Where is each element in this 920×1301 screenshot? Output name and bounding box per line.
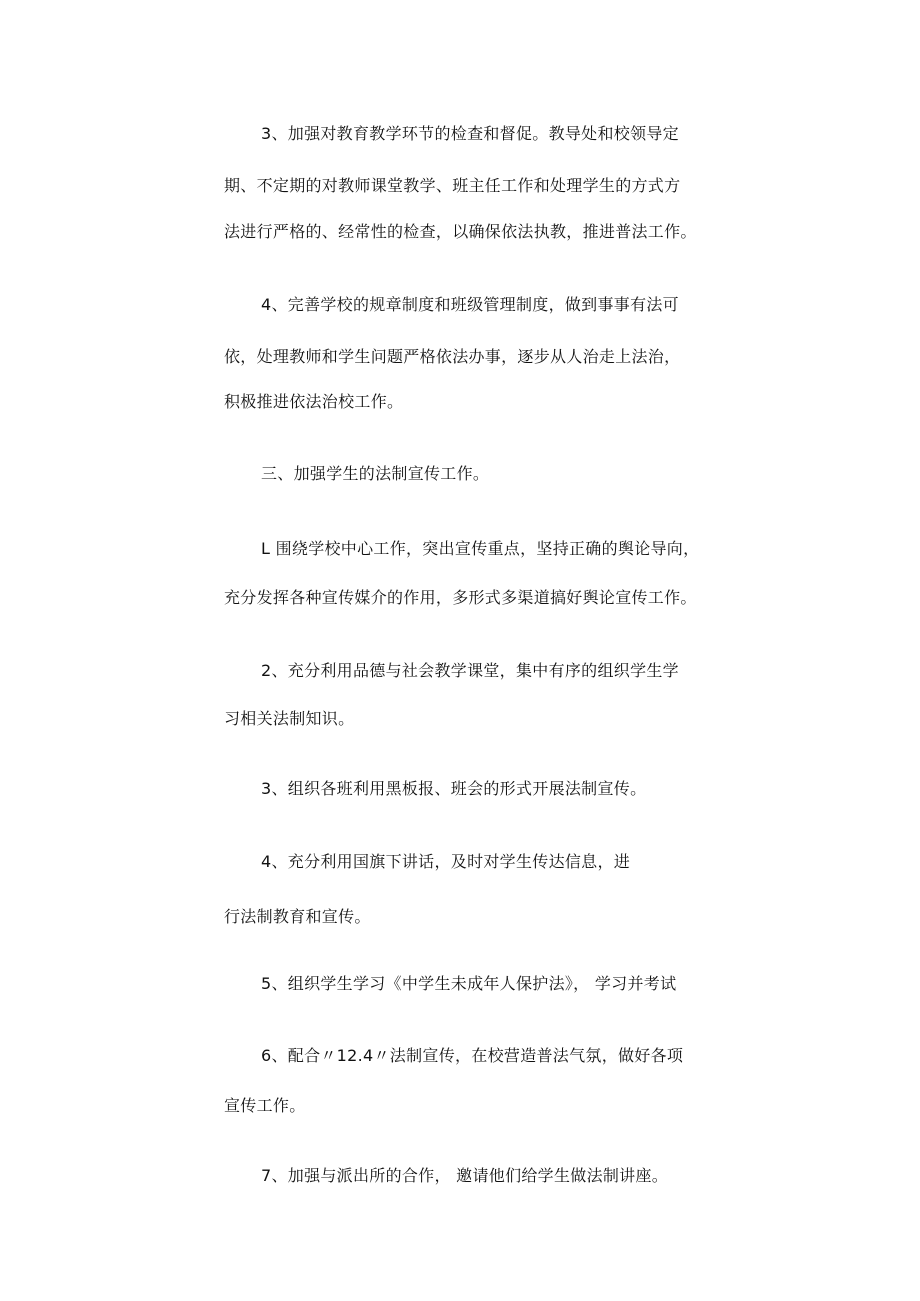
section-heading: 三、加强学生的法制宣传工作。 [261,464,490,483]
paragraph-line: 法进行严格的、经常性的检查，以确保依法执教，推进普法工作。 [224,222,697,241]
paragraph-line: 4、完善学校的规章制度和班级管理制度，做到事事有法可 [261,295,679,314]
paragraph-line: 宣传工作。 [224,1096,306,1115]
paragraph-line: 习相关法制知识。 [224,709,355,728]
paragraph-line: 2、充分利用品德与社会教学课堂，集中有序的组织学生学 [261,661,679,680]
paragraph-line: 6、配合〃12.4〃法制宣传，在校营造普法气氛，做好各项 [261,1046,684,1065]
paragraph-line: 充分发挥各种宣传媒介的作用，多形式多渠道搞好舆论宣传工作。 [224,588,697,607]
paragraph-line: 5、组织学生学习《中学生未成年人保护法》， 学习并考试 [261,974,677,993]
paragraph-line: 3、组织各班利用黑板报、班会的形式开展法制宣传。 [261,779,647,798]
paragraph-line: 期、不定期的对教师课堂教学、班主任工作和处理学生的方式方 [224,176,681,195]
paragraph-line: 3、加强对教育教学环节的检查和督促。教导处和校领导定 [261,124,679,143]
paragraph-line: 积极推进依法治校工作。 [224,392,404,411]
paragraph-line: 依，处理教师和学生问题严格依法办事，逐步从人治走上法治， [224,347,681,366]
paragraph-line: 7、加强与派出所的合作， 邀请他们给学生做法制讲座。 [261,1166,669,1185]
paragraph-line: 4、充分利用国旗下讲话，及时对学生传达信息，进 [261,852,631,871]
paragraph-line: L 围绕学校中心工作，突出宣传重点，坚持正确的舆论导向， [261,539,700,558]
paragraph-line: 行法制教育和宣传。 [224,907,371,926]
